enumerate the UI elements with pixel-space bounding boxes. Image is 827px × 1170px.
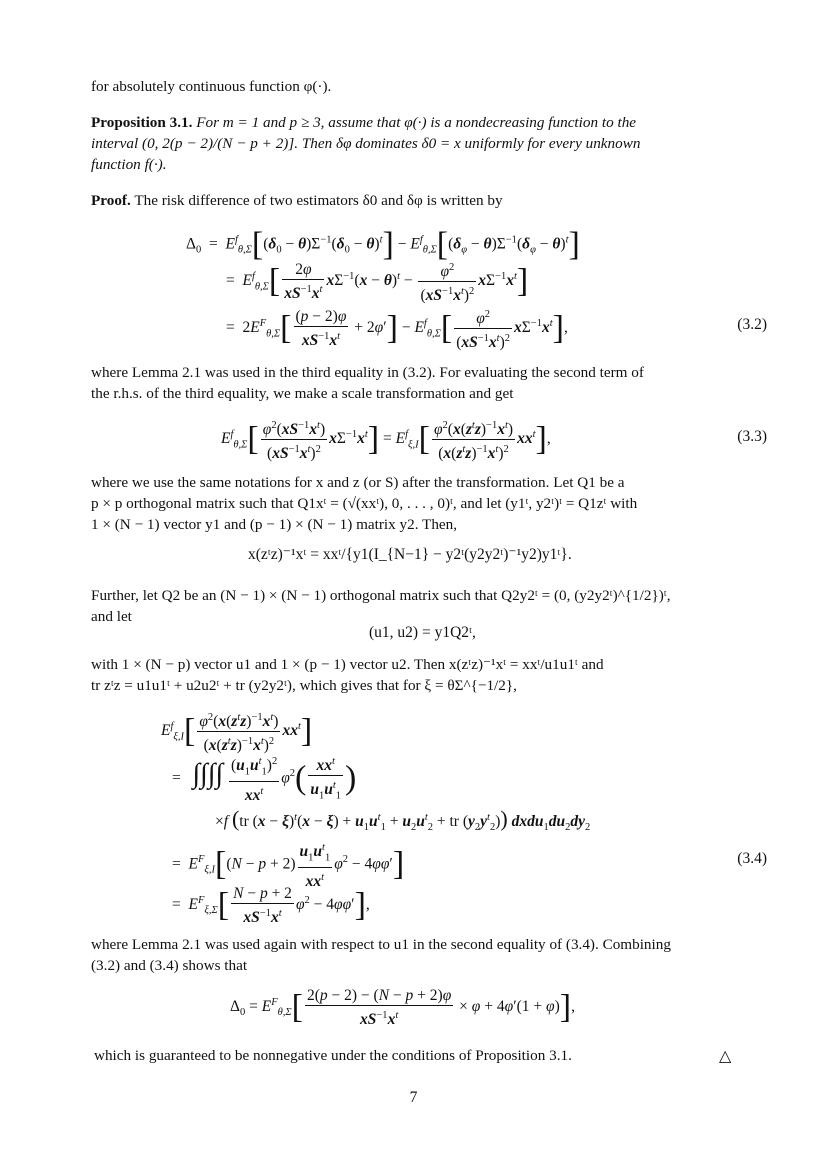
- para-after-32-line-1: where Lemma 2.1 was used in the third equality in (3.2). For evaluating the second term of: [91, 364, 644, 381]
- eq-3-2-line-3: = $2E^F_{\theta,\Sigma}$[ $\frac{(p - 2)\varphi}{xS^{-1}x^t}$ + $2\varphi'] - E^f_{\theta,\Sigma}$[ $\frac{\varphi^2}{(xS^{-1}x^t)^2}$ $x\Sigma^{-1}x^t$],: [226, 305, 568, 352]
- para-further-line-1: Further, let Q2 be an (N − 1) × (N − 1) orthogonal matrix such that Q2y2ᵗ = (0, (y2y2ᵗ)^{1/2})ᵗ,: [91, 587, 671, 604]
- para-with-line-1: with 1 × (N − p) vector u1 and 1 × (p − 1) vector u2. Then x(zᵗz)⁻¹xᵗ = xxᵗ/u1u1ᵗ and: [91, 656, 604, 673]
- eq-3-2-line-1: $\Delta_0 = E^f_{\theta,\Sigma}[(\delta_0 - \theta)\Sigma^{-1}(\delta_0 - \theta)^t] - E^f_{\theta,\Sigma}[(\delta_\varphi - \theta)\Sigma^{-1}(\delta_\varphi - \theta)^t]$: [186, 226, 580, 263]
- eq-3-4-line-1: $E^f_{\xi,I}$[ $\frac{\varphi^2(x(z^tz)^{-1}x^t)}{(x(z^tz)^{-1}x^t)^2}$ $xx^t$]: [161, 708, 312, 755]
- proof-intro: [91, 191, 767, 212]
- eq-x-z: x(zᵗz)⁻¹xᵗ = xxᵗ/{y1(I_{N−1} − y2ᵗ(y2y2ᵗ)⁻¹y2)y1ᵗ}.: [248, 546, 572, 563]
- para-lemma-line-1: where Lemma 2.1 was used again with respect to u1 in the second equality of (3.4). Combining: [91, 936, 671, 953]
- eq-3-4-line-4: = $E^F_{\xi,I}[(N - p + 2)$ $\frac{u_1u^t_1}{xx^t}$ $\varphi^2 - 4\varphi\varphi'$]: [172, 838, 404, 891]
- eq-3-4-number: (3.4): [737, 850, 767, 867]
- eq-3-2-number: (3.2): [737, 316, 767, 333]
- proof-text: The risk difference of two estimators δ0 and δφ is written by: [134, 192, 503, 209]
- proposition-text-2: interval (0, 2(p − 2)/(N − p + 2)]. Then δφ dominates δ0 = x uniformly for every unknown: [91, 135, 641, 152]
- eq-3-2-line-2: = $E^f_{\theta,\Sigma}$[ $\frac{2\varphi}{xS^{-1}x^t}$ $x\Sigma^{-1}(x - \theta)^t$ − $\frac{\varphi^2}{(xS^{-1}x^t)^2}$ $x\Sigma^{-1}x^t$]: [226, 258, 528, 305]
- eq-3-4-line-3: ×f (tr $(x - \xi)^t(x - \xi) + u_1u^t_1 + u_2u^t_2$ + tr $(y_2y^t_2)$) $dxdu_1du_2dy_2$: [215, 806, 591, 834]
- eq-final: $\Delta_0 = E^F_{\theta,\Sigma}$[ $\frac{2(p - 2) - (N - p + 2)\varphi}{xS^{-1}x^t}$ × φ + 4φ′(1 + φ)],: [230, 987, 575, 1029]
- proposition-text-1: For m = 1 and p ≥ 3, assume that φ(·) is a nondecreasing function to the: [196, 114, 637, 131]
- page-number: 7: [409, 1089, 418, 1106]
- para-final: which is guaranteed to be nonnegative under the conditions of Proposition 3.1.: [94, 1047, 572, 1064]
- para-after-32-line-2: the r.h.s. of the third equality, we make a scale transformation and get: [91, 385, 514, 402]
- proposition-label: Proposition 3.1.: [91, 114, 193, 131]
- para-after-33-line-2: p × p orthogonal matrix such that Q1xᵗ = (√(xxᵗ), 0, . . . , 0)ᵗ, and let (y1ᵗ, y2ᵗ)ᵗ = Q1zᵗ with: [91, 495, 638, 512]
- proposition-text-3: function f(·).: [91, 156, 167, 173]
- eq-3-4-line-5: = $E^F_{\xi,\Sigma}$[ $\frac{N - p + 2}{xS^{-1}x^t}$ $\varphi^2 - 4\varphi\varphi'$],: [172, 885, 370, 927]
- eq-3-3: $E^f_{\theta,\Sigma}$[ $\frac{\varphi^2(xS^{-1}x^t)}{(xS^{-1}x^t)^2}$ $x\Sigma^{-1}x^t] = E^f_{\xi,I}$[ $\frac{\varphi^2(x(z^tz)^{-1}x^t)}{(x(z^tz)^{-1}x^t)^2}$ $xx^t$],: [221, 416, 551, 463]
- eq-3-3-number: (3.3): [737, 428, 767, 445]
- para-further-line-2: and let: [91, 608, 132, 625]
- proof-label: Proof.: [91, 192, 131, 209]
- qed-symbol: △: [719, 1048, 732, 1065]
- para-with-line-2: tr zᵗz = u1u1ᵗ + u2u2ᵗ + tr (y2y2ᵗ), which gives that for ξ = θΣ^{−1/2},: [91, 677, 517, 694]
- para-after-33-line-3: 1 × (N − 1) vector y1 and (p − 1) × (N − 1) matrix y2. Then,: [91, 516, 458, 533]
- eq-u: (u1, u2) = y1Q2ᵗ,: [369, 624, 476, 641]
- eq-3-4-line-2: = ∫∫∫∫ $\frac{(u_1u^t_1)^2}{xx^t}$ $\varphi^2$( $\frac{xx^t}{u_1u^t_1}$ ): [172, 752, 356, 805]
- para-after-33-line-1: where we use the same notations for x and z (or S) after the transformation. Let Q1 be a: [91, 474, 625, 491]
- para-lemma-line-2: (3.2) and (3.4) shows that: [91, 957, 248, 974]
- proposition-block: [91, 113, 767, 134]
- intro-line: for absolutely continuous function φ(·).: [91, 78, 332, 95]
